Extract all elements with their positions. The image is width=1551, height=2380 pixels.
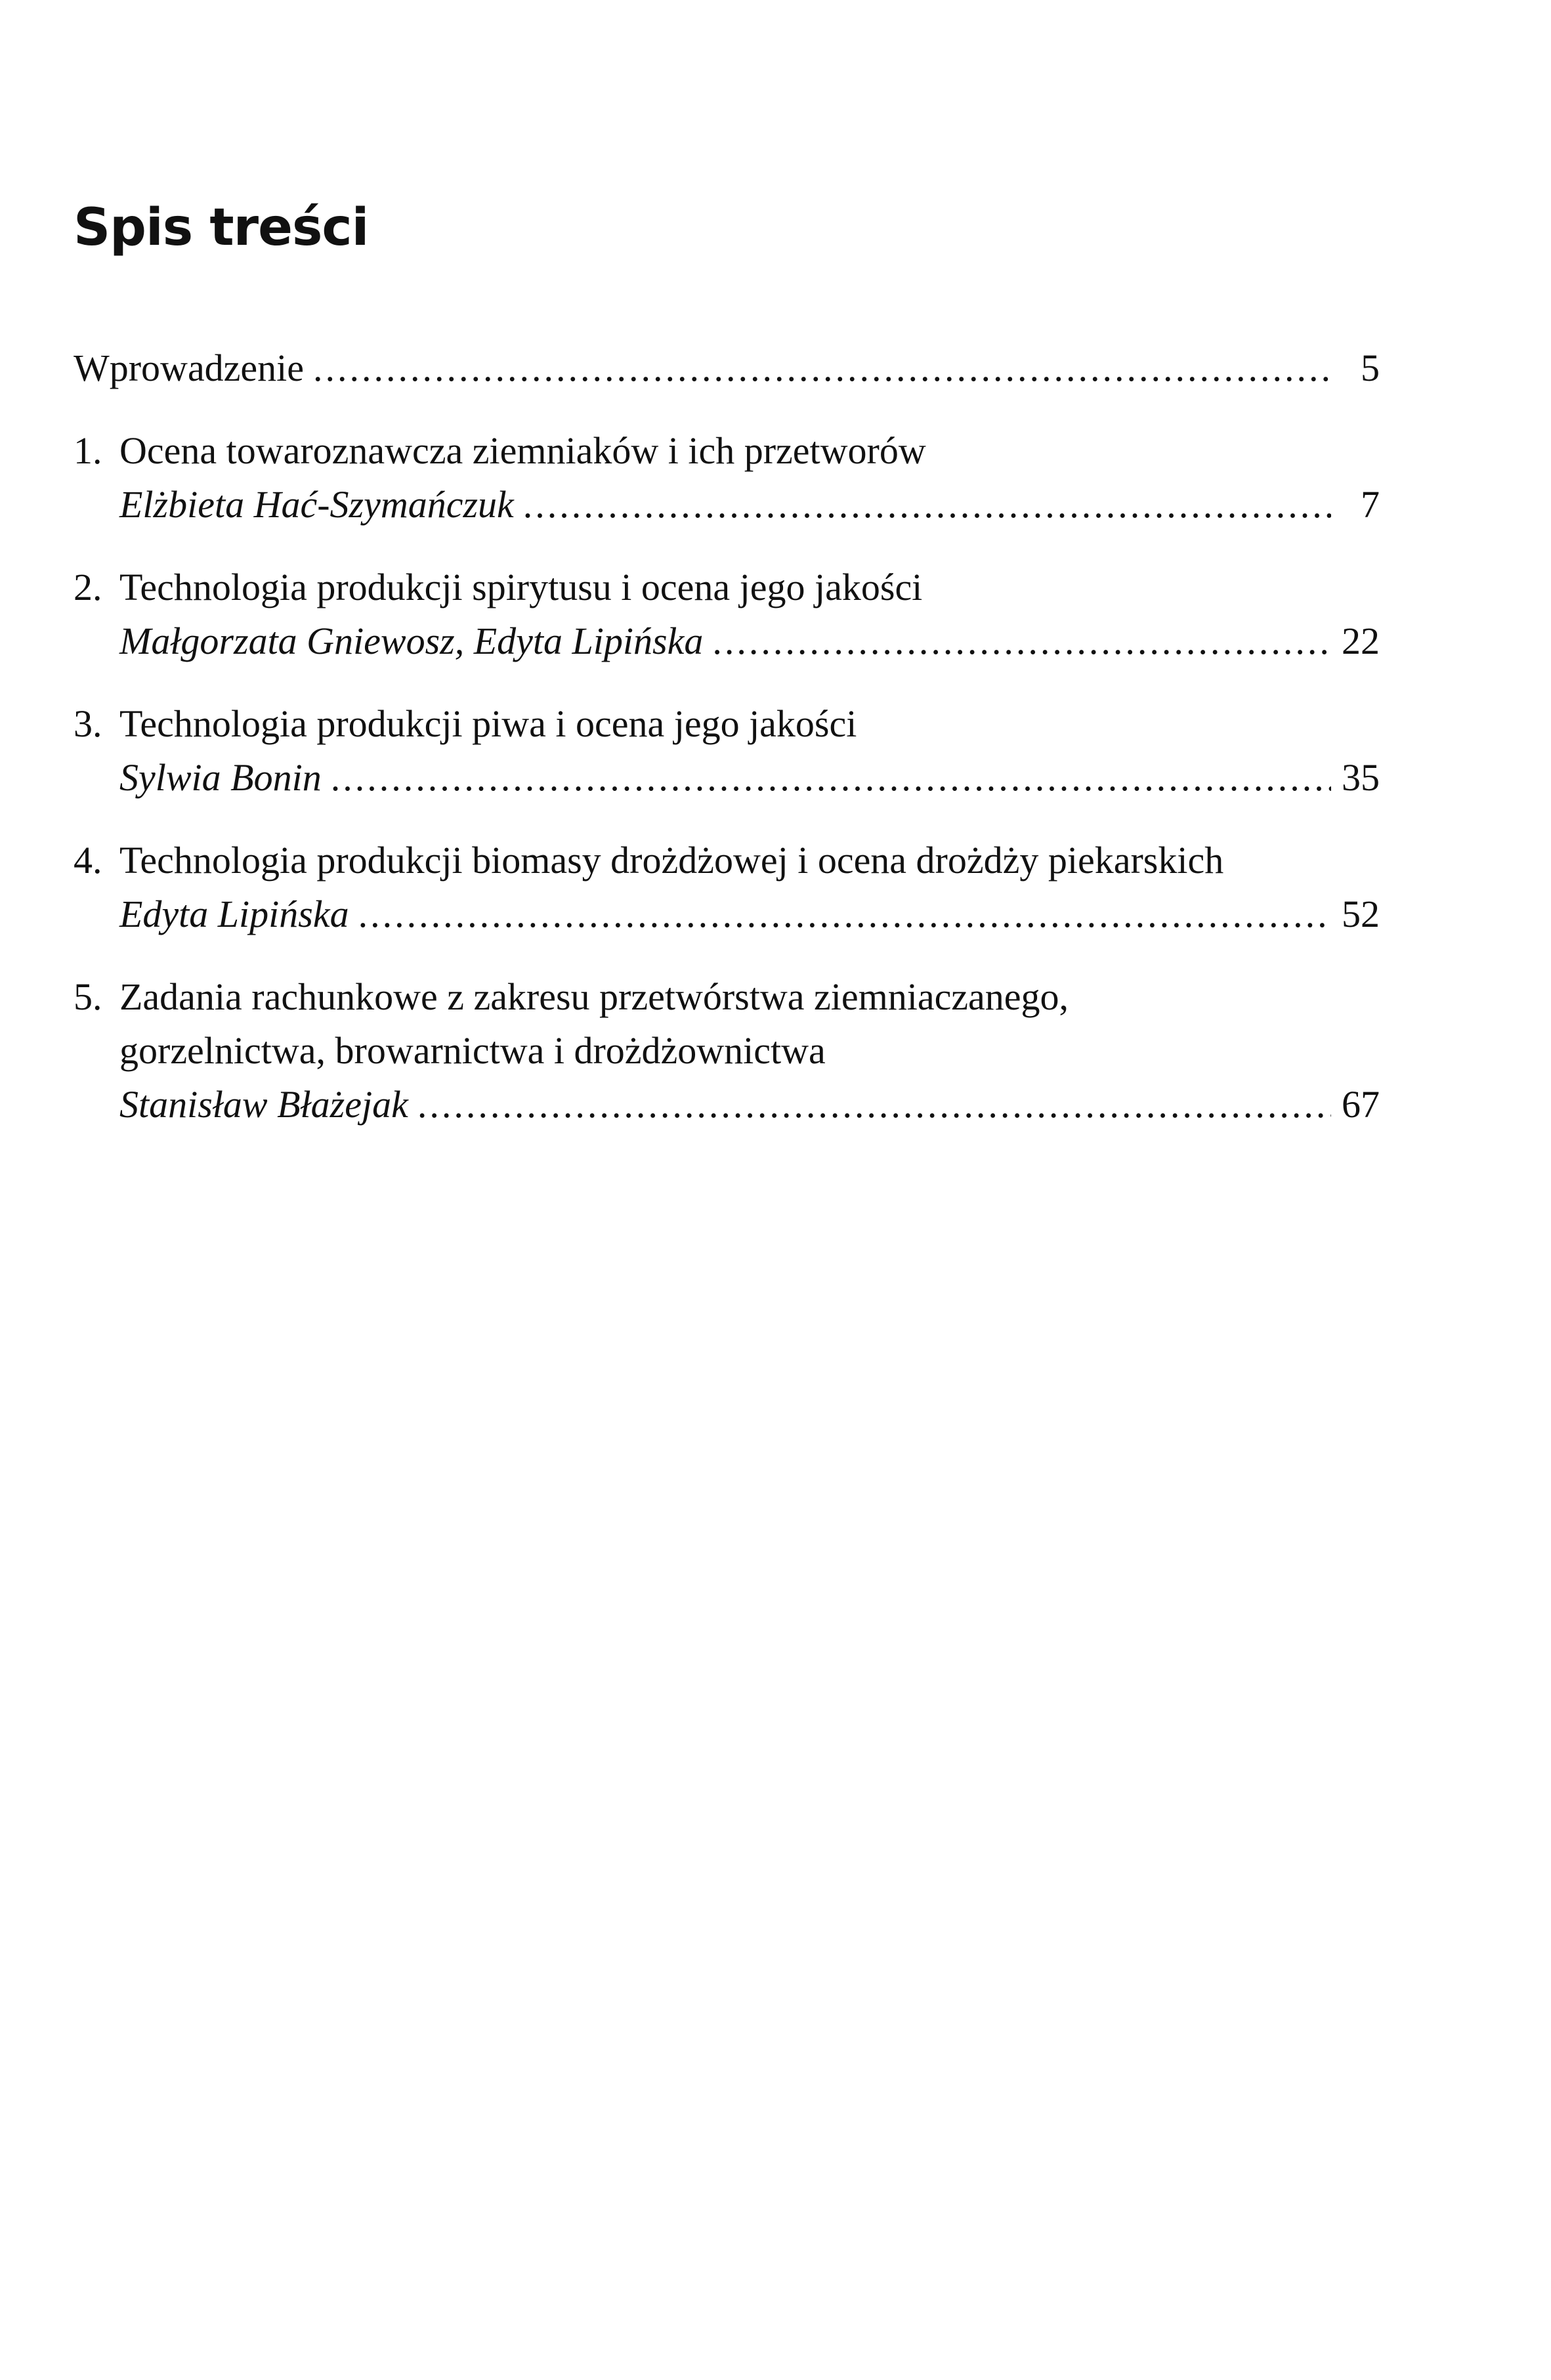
toc-line — [74, 424, 1380, 478]
toc-line — [74, 1024, 1380, 1078]
chapter-title: Zadania rachunkowe z zakresu przetwórstwa ziemniaczanego, — [119, 975, 1069, 1018]
toc-line — [74, 341, 1380, 395]
table-of-contents — [74, 341, 1380, 1132]
toc-entry-title: Wprowadzenie — [74, 347, 305, 389]
toc-line — [74, 751, 1380, 805]
chapter-author: Małgorzata Gniewosz, Edyta Lipińska — [119, 620, 704, 662]
dot-leader — [417, 1078, 1331, 1132]
toc-line — [74, 970, 1380, 1024]
toc-entry-chapter-5 — [74, 970, 1380, 1132]
chapter-author: Stanisław Błażejak — [119, 1083, 408, 1126]
chapter-title: Technologia produkcji piwa i ocena jego jakości — [119, 702, 857, 745]
toc-line — [74, 1078, 1380, 1132]
chapter-title: Technologia produkcji biomasy drożdżowej i ocena drożdży piekarskich — [119, 839, 1224, 882]
chapter-title-continued: gorzelnictwa, browarnictwa i drożdżownictwa — [119, 1029, 826, 1072]
chapter-number: 5. — [74, 975, 102, 1018]
dot-leader — [358, 887, 1331, 941]
toc-page-number: 35 — [1342, 756, 1380, 799]
dot-leader — [712, 614, 1331, 668]
toc-line — [74, 834, 1380, 887]
chapter-author: Elżbieta Hać-Szymańczuk — [119, 483, 514, 526]
toc-line — [74, 478, 1380, 532]
chapter-author: Sylwia Bonin — [119, 756, 322, 799]
toc-page-number: 7 — [1361, 483, 1380, 526]
toc-page-number: 22 — [1342, 620, 1380, 662]
dot-leader — [313, 341, 1331, 395]
toc-entry-chapter-4 — [74, 834, 1380, 941]
chapter-number: 2. — [74, 566, 102, 608]
toc-line — [74, 697, 1380, 751]
chapter-title: Ocena towaroznawcza ziemniaków i ich przetworów — [119, 429, 926, 472]
toc-entry-chapter-3 — [74, 697, 1380, 805]
chapter-title: Technologia produkcji spirytusu i ocena jego jakości — [119, 566, 923, 608]
chapter-number: 4. — [74, 839, 102, 882]
toc-entry-introduction — [74, 341, 1380, 395]
dot-leader — [523, 478, 1331, 532]
chapter-number: 1. — [74, 429, 102, 472]
toc-page-number: 5 — [1361, 347, 1380, 389]
toc-line — [74, 887, 1380, 941]
chapter-author: Edyta Lipińska — [119, 893, 349, 935]
dot-leader — [331, 751, 1331, 805]
page-title: Spis treści — [74, 198, 369, 257]
toc-entry-chapter-2 — [74, 561, 1380, 668]
toc-line — [74, 561, 1380, 614]
toc-entry-chapter-1 — [74, 424, 1380, 532]
toc-line — [74, 614, 1380, 668]
toc-page-number: 52 — [1342, 893, 1380, 935]
chapter-number: 3. — [74, 702, 102, 745]
toc-page-number: 67 — [1342, 1083, 1380, 1126]
